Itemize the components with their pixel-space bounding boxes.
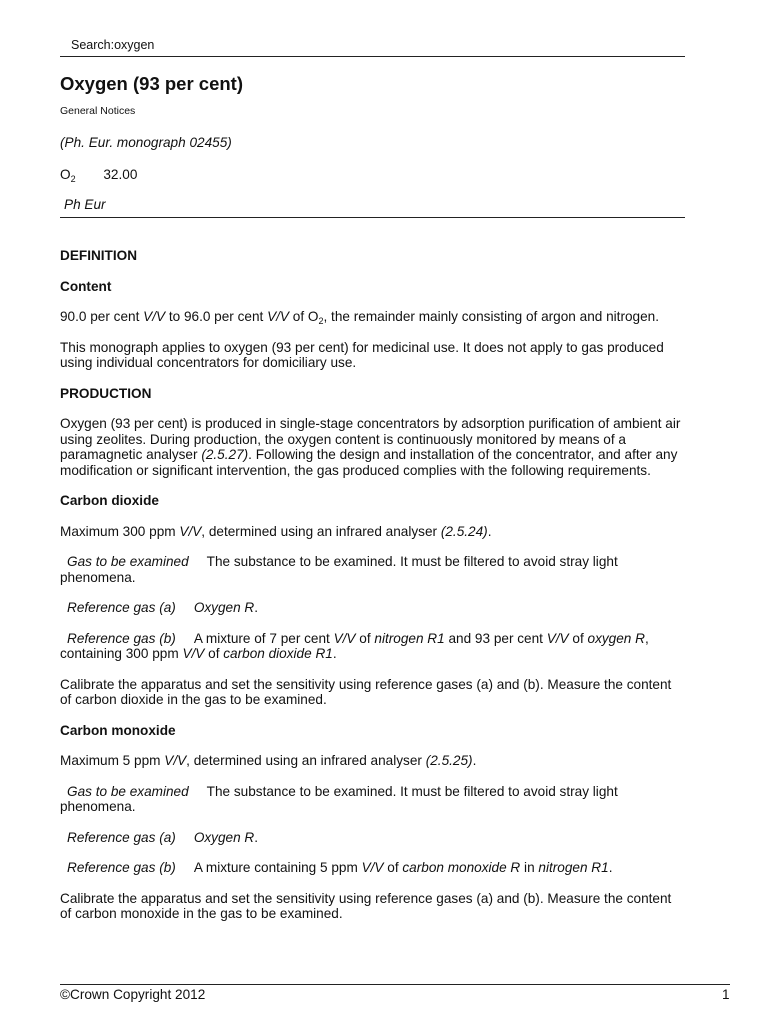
carbon-dioxide-heading: Carbon dioxide: [60, 493, 159, 508]
search-query-text: Search:oxygen: [71, 38, 155, 52]
footer-divider: [60, 984, 730, 985]
text-run: .: [608, 860, 613, 875]
reference-gas-b-label: Reference gas (b): [67, 860, 176, 875]
production-heading: PRODUCTION: [60, 385, 152, 401]
gas-examined-label: Gas to be examined: [67, 554, 189, 569]
co2-reference-gas-b-paragraph: [60, 631, 685, 662]
page-title: Oxygen (93 per cent): [60, 73, 244, 94]
definition-heading: DEFINITION: [60, 248, 138, 263]
method-reference-link[interactable]: (2.5.24): [440, 523, 488, 539]
text-run: V/V: [267, 309, 290, 324]
text-run: of: [568, 630, 588, 646]
molecular-formula: [60, 167, 137, 182]
reagent-link[interactable]: carbon dioxide R1: [223, 646, 333, 661]
text-run: , determined using an infrared analyser: [186, 753, 426, 768]
text-run: . Following the design and installation of the concentrator, and after any modification or significant intervention, the gas produced complies with the following requirements.: [60, 447, 678, 478]
reagent-link[interactable]: nitrogen R1: [374, 630, 445, 646]
monograph-reference: (Ph. Eur. monograph 02455): [60, 135, 232, 150]
content-heading: Content: [60, 278, 112, 294]
co2-gas-examined-paragraph: [60, 554, 685, 585]
gas-examined-label: Gas to be examined: [67, 783, 189, 799]
co-limit-paragraph: [60, 753, 685, 769]
text-run: V/V: [164, 753, 187, 768]
text-run: , the remainder mainly consisting of argon and nitrogen.: [323, 309, 660, 324]
title-divider: [60, 217, 685, 218]
text-run: of: [383, 860, 403, 875]
co-reference-gas-b-paragraph: [60, 860, 685, 876]
co-calibrate-paragraph: Calibrate the apparatus and set the sensitivity using reference gases (a) and (b). Measure the content of carbon monoxide in the gas to be examined.: [60, 890, 672, 921]
text-run: Maximum 300 ppm: [60, 523, 180, 539]
carbon-monoxide-heading: Carbon monoxide: [60, 722, 176, 738]
text-run: in: [520, 860, 539, 875]
reference-gas-b-label: Reference gas (b): [67, 630, 176, 646]
text-run: .: [254, 600, 259, 615]
co2-limit-paragraph: [60, 524, 685, 540]
text-run: V/V: [182, 646, 205, 661]
text-run: Oxygen (93 per cent) is produced in single-stage concentrators by adsorption purification of ambient air using zeolites. During production, the oxygen content is continuously monitored by means of a paramagnetic analyser: [60, 416, 681, 462]
scope-paragraph: This monograph applies to oxygen (93 per cent) for medicinal use. It does not apply to gas produced using individual concentrators for domiciliary use.: [60, 339, 664, 370]
document-page: [60, 0, 730, 1024]
content-paragraph: [60, 309, 685, 325]
text-run: .: [332, 646, 337, 661]
text-run: 90.0 per cent: [60, 309, 144, 324]
text-run: Maximum 5 ppm: [60, 753, 165, 768]
text-run: 2: [318, 316, 324, 326]
reagent-link[interactable]: nitrogen R1: [538, 860, 609, 875]
general-notices-link[interactable]: General Notices: [60, 105, 136, 117]
ph-eur-marker: Ph Eur: [64, 197, 106, 212]
co-gas-examined-paragraph: [60, 784, 685, 815]
text-run: of: [204, 646, 224, 661]
reagent-link[interactable]: oxygen R: [587, 630, 645, 646]
text-run: V/V: [333, 630, 356, 646]
reagent-link[interactable]: Oxygen R: [193, 600, 255, 615]
reference-gas-a-label: Reference gas (a): [67, 829, 176, 845]
header-divider: [60, 56, 685, 57]
text-run: A mixture containing 5 ppm: [193, 860, 362, 875]
formula-subscript: 2: [70, 174, 76, 184]
text-run: and 93 per cent: [444, 630, 547, 646]
molecular-weight: 32.00: [103, 167, 138, 182]
co2-calibrate-paragraph: Calibrate the apparatus and set the sensitivity using reference gases (a) and (b). Measure the content of carbon dioxide in the gas to be examined.: [60, 676, 672, 707]
page-number: 1: [722, 987, 730, 1002]
text-run: V/V: [179, 523, 202, 539]
copyright-notice: ©Crown Copyright 2012: [60, 987, 206, 1002]
text-run: of O: [289, 309, 319, 324]
text-run: A mixture of 7 per cent: [193, 630, 334, 646]
text-run: , containing 300 ppm: [60, 630, 649, 661]
formula-base: O: [60, 167, 71, 182]
text-run: V/V: [143, 309, 166, 324]
reference-gas-a-label: Reference gas (a): [67, 600, 176, 615]
method-reference-link[interactable]: (2.5.27): [201, 447, 249, 462]
text-run: of: [355, 630, 375, 646]
text-run: V/V: [361, 860, 384, 875]
monograph-body: [60, 248, 685, 937]
method-reference-link[interactable]: (2.5.25): [425, 753, 473, 768]
text-run: .: [472, 753, 477, 768]
text-run: The substance to be examined. It must be filtered to avoid stray light phenomena.: [60, 783, 618, 814]
text-run: .: [254, 829, 259, 845]
text-run: V/V: [546, 630, 569, 646]
production-paragraph: [60, 416, 685, 478]
text-run: to 96.0 per cent: [165, 309, 268, 324]
text-run: .: [487, 523, 492, 539]
co2-reference-gas-a-paragraph: [60, 600, 685, 616]
text-run: The substance to be examined. It must be filtered to avoid stray light phenomena.: [60, 554, 618, 585]
reagent-link[interactable]: carbon monoxide R: [402, 860, 521, 875]
text-run: , determined using an infrared analyser: [201, 523, 441, 539]
reagent-link[interactable]: Oxygen R: [193, 829, 255, 845]
co-reference-gas-a-paragraph: [60, 830, 685, 846]
